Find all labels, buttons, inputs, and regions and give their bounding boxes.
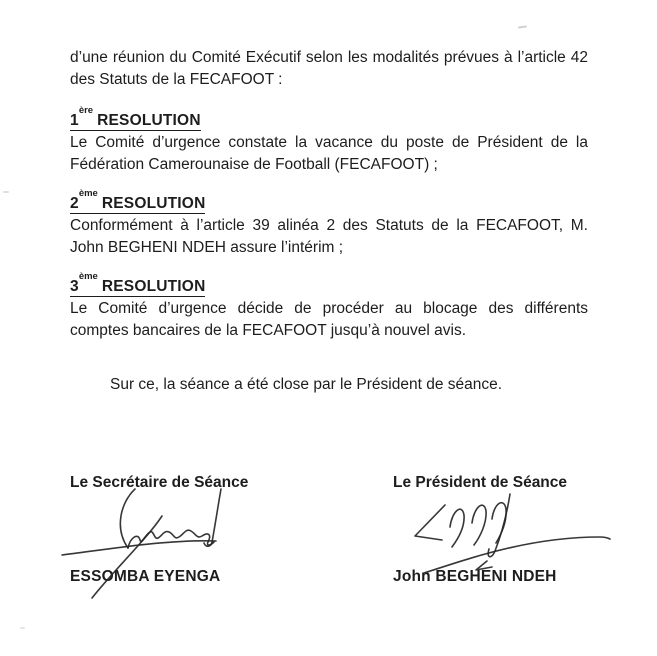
resolution-1-body: Le Comité d’urgence constate la vacance du poste de Président de la Fédération Camerounaise de Football (FECAFOOT) ; [70, 134, 588, 174]
secretary-signature-column [70, 472, 393, 588]
president-name: John BEGHENI NDEH [393, 568, 557, 586]
president-signature-icon [388, 487, 618, 597]
resolution-1-title: RESOLUTION [97, 112, 201, 130]
closing-sentence: Sur ce, la séance a été close par le Président de séance. [110, 376, 503, 394]
document-content [70, 47, 588, 588]
secretary-signature-icon [58, 482, 248, 602]
resolution-3-number: 3 [70, 278, 79, 296]
resolution-2-body: Conformément à l’article 39 alinéa 2 des Statuts de la FECAFOOT, M. John BEGHENI NDEH assure l’intérim ; [70, 217, 588, 257]
president-signature [393, 494, 588, 566]
resolution-3-body: Le Comité d’urgence décide de procéder au blocage des différents comptes bancaires de la FECAFOOT jusqu’à nouvel avis. [70, 300, 588, 340]
resolution-2-heading [70, 190, 588, 215]
resolution-1-heading [70, 107, 588, 132]
resolution-1-number: 1 [70, 112, 79, 130]
resolution-2-ordinal: ème [78, 188, 98, 200]
resolution-1-ordinal: ère [78, 105, 94, 116]
scan-artifact [3, 191, 9, 193]
secretary-role-label: Le Secrétaire de Séance [70, 474, 249, 492]
resolution-3-ordinal: ème [78, 271, 98, 283]
secretary-signature [70, 494, 393, 566]
president-role-label: Le Président de Séance [393, 474, 568, 492]
scan-artifact [518, 25, 527, 28]
intro-paragraph: d’une réunion du Comité Exécutif selon les modalités prévues à l’article 42 des Statuts de la FECAFOOT : [70, 49, 588, 88]
secretary-name: ESSOMBA EYENGA [70, 568, 221, 586]
resolution-2-title: RESOLUTION [101, 195, 206, 213]
signature-block [70, 472, 588, 588]
scan-artifact [20, 627, 25, 629]
resolution-3-title: RESOLUTION [101, 278, 206, 296]
resolution-3-heading [70, 273, 588, 298]
president-signature-column [393, 472, 588, 588]
resolution-2-number: 2 [70, 195, 79, 213]
